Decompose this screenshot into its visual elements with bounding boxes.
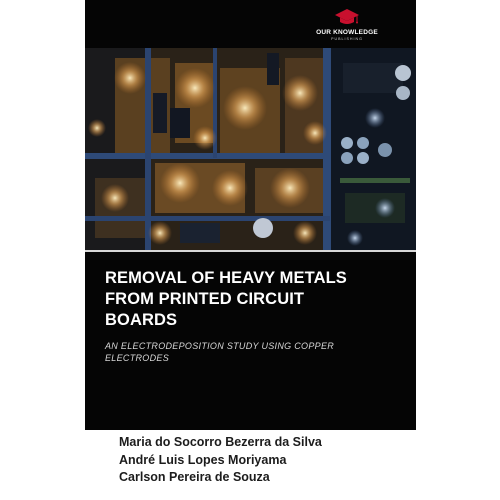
publisher-name: OUR KNOWLEDGE <box>316 29 378 36</box>
author-name: Maria do Socorro Bezerra da Silva <box>119 435 322 449</box>
title-line: FROM PRINTED CIRCUIT <box>105 290 305 308</box>
author-band <box>85 430 416 500</box>
author-name: André Luis Lopes Moriyama <box>119 452 287 467</box>
book-cover <box>85 0 416 500</box>
book-subtitle <box>105 340 405 364</box>
title-line: REMOVAL OF HEAVY METALS <box>105 269 347 287</box>
industrial-plant-night-photo <box>85 48 416 250</box>
author-name: Carlson Pereira de Souza <box>119 470 270 484</box>
book-title <box>105 268 405 331</box>
subtitle-line: AN ELECTRODEPOSITION STUDY USING COPPER <box>105 341 335 351</box>
publisher-logo <box>303 8 391 46</box>
publisher-sub: PUBLISHING <box>331 37 363 41</box>
graduation-cap-icon <box>334 8 360 28</box>
title-line: BOARDS <box>105 311 178 329</box>
subtitle-line: ELECTRODES <box>105 353 170 363</box>
title-block <box>105 268 405 364</box>
cover-divider <box>85 250 416 252</box>
